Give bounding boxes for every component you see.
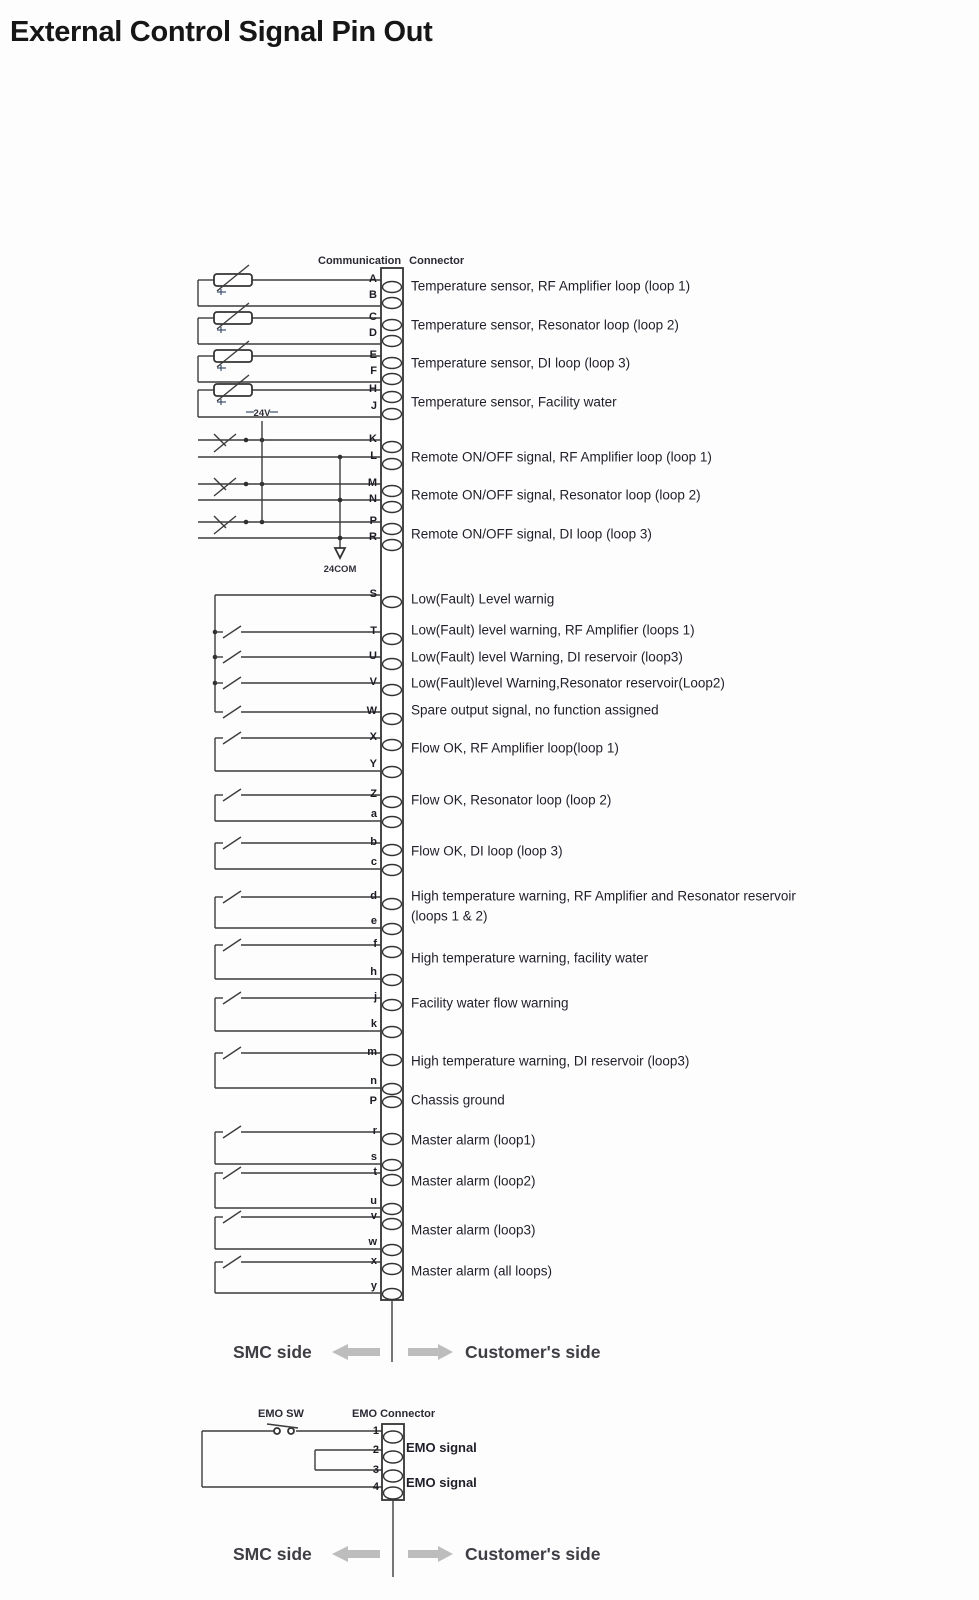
junction-dot: [338, 536, 343, 541]
signal-label: Flow OK, RF Amplifier loop(loop 1): [411, 740, 619, 756]
signal-label: Master alarm (all loops): [411, 1263, 553, 1279]
signal-label: Temperature sensor, Resonator loop (loop 2): [411, 317, 679, 333]
customer-side-arrow-icon: [408, 1344, 453, 1360]
emo-pin-oval: [384, 1431, 403, 1443]
emo-pin-oval: [384, 1451, 403, 1463]
signal-label: Low(Fault) Level warnig: [411, 591, 555, 607]
signal-label: Remote ON/OFF signal, DI loop (loop 3): [411, 526, 652, 542]
down-arrow-icon: [335, 548, 345, 558]
emo-switch-contact: [274, 1428, 280, 1434]
signal-label: Master alarm (loop2): [411, 1173, 536, 1189]
pin-letter: d: [370, 890, 377, 902]
pin-letter: t: [373, 1166, 377, 1178]
pin-oval: [383, 524, 402, 535]
pin-letter: A: [369, 273, 377, 285]
junction-dot: [338, 498, 343, 503]
thermistor-symbol: [214, 274, 252, 286]
pin-oval: [383, 1027, 402, 1038]
pin-oval: [383, 1245, 402, 1256]
pin-oval: [383, 659, 402, 670]
contact-symbol: [223, 626, 241, 638]
signal-label: Temperature sensor, DI loop (loop 3): [411, 355, 631, 371]
pin-oval: [383, 502, 402, 513]
pin-letter: e: [370, 915, 377, 927]
pin-oval: [383, 392, 402, 403]
pin-letter: V: [369, 676, 377, 688]
pin-oval: [383, 767, 402, 778]
pin-letter: P: [369, 515, 377, 527]
contact-symbol: [223, 1167, 241, 1179]
contact-symbol: [223, 651, 241, 663]
pin-oval: [383, 597, 402, 608]
smc-side-arrow-icon: [332, 1546, 380, 1562]
contact-symbol: [223, 992, 241, 1004]
pin-letter: J: [370, 400, 377, 412]
signal-label: High temperature warning, facility water: [411, 950, 649, 966]
pin-oval: [383, 442, 402, 453]
pin-oval: [383, 459, 402, 470]
pin-oval: [383, 797, 402, 808]
pin-letter: W: [366, 705, 377, 717]
pin-oval: [383, 714, 402, 725]
pin-letter: D: [369, 327, 377, 339]
smc-side-arrow-icon: [332, 1344, 380, 1360]
pin-letter: f: [373, 938, 377, 950]
pin-letter: M: [367, 477, 377, 489]
pin-letter: H: [369, 383, 377, 395]
junction-dot: [244, 438, 249, 443]
pin-oval: [383, 975, 402, 986]
pin-letter: N: [369, 493, 377, 505]
signal-label: Low(Fault) level warning, RF Amplifier (loops 1): [411, 622, 695, 638]
communication-connector-label: Communication Connector: [318, 255, 465, 267]
pin-oval: [383, 865, 402, 876]
emo-switch-label: EMO SW: [258, 1408, 304, 1420]
emo-switch-contact: [288, 1428, 294, 1434]
pin-oval: [383, 634, 402, 645]
contact-symbol: [223, 837, 241, 849]
power-24v-label: 24V: [253, 408, 271, 419]
pin-oval: [383, 486, 402, 497]
emo-pin-number: 4: [372, 1481, 379, 1493]
emo-signal-label: EMO signal: [406, 1440, 477, 1455]
pin-oval: [383, 298, 402, 309]
pin-letter: L: [370, 450, 377, 462]
side-label-right-top: Customer's side: [465, 1342, 601, 1362]
pin-oval: [383, 1204, 402, 1215]
pin-letter: C: [369, 311, 377, 323]
thermistor-symbol: [214, 312, 252, 324]
signal-label: Chassis ground: [411, 1092, 505, 1108]
contact-symbol: [223, 1256, 241, 1268]
pin-letter: c: [370, 856, 377, 868]
pin-oval: [383, 320, 402, 331]
pin-letter: Y: [369, 758, 377, 770]
pin-oval: [383, 685, 402, 696]
pin-letter: E: [369, 349, 377, 361]
pin-letter: Z: [370, 788, 377, 800]
thermistor-symbol: [214, 350, 252, 362]
pin-oval: [383, 817, 402, 828]
pin-oval: [383, 1219, 402, 1230]
pin-letter: v: [370, 1210, 377, 1222]
signal-label: Low(Fault) level Warning, DI reservoir (loop3): [411, 649, 683, 665]
pin-letter: a: [370, 808, 377, 820]
signal-label: High temperature warning, DI reservoir (loop3): [411, 1053, 690, 1069]
pin-letter: X: [369, 731, 377, 743]
pin-letter: w: [368, 1236, 377, 1248]
contact-symbol: [223, 1047, 241, 1059]
emo-signal-label: EMO signal: [406, 1475, 477, 1490]
emo-pin-oval: [384, 1487, 403, 1499]
side-label-left-bottom: SMC side: [233, 1544, 312, 1564]
pin-letter: P: [369, 1095, 377, 1107]
pin-letter: x: [370, 1255, 377, 1267]
customer-side-arrow-icon: [408, 1546, 453, 1562]
pin-oval: [383, 1160, 402, 1171]
pin-oval: [383, 740, 402, 751]
signal-label: Remote ON/OFF signal, RF Amplifier loop (loop 1): [411, 449, 712, 465]
thermistor-symbol: [214, 384, 252, 396]
emo-pin-number: 2: [372, 1444, 379, 1456]
contact-symbol: [223, 1126, 241, 1138]
signal-label: Flow OK, DI loop (loop 3): [411, 843, 563, 859]
signal-label: Master alarm (loop1): [411, 1132, 536, 1148]
pin-oval: [383, 540, 402, 551]
contact-symbol: [223, 789, 241, 801]
pin-oval: [383, 1097, 402, 1108]
pin-letter: U: [369, 650, 377, 662]
junction-dot: [244, 482, 249, 487]
contact-symbol: [223, 732, 241, 744]
pin-letter: s: [370, 1151, 377, 1163]
pin-letter: K: [369, 433, 377, 445]
pin-oval: [383, 845, 402, 856]
pin-letter: m: [367, 1046, 377, 1058]
pin-letter: j: [373, 991, 377, 1003]
signal-label: Facility water flow warning: [411, 995, 569, 1011]
signal-label: Master alarm (loop3): [411, 1222, 536, 1238]
contact-symbol: [223, 891, 241, 903]
pin-oval: [383, 1264, 402, 1275]
pin-oval: [383, 1055, 402, 1066]
signal-label: Flow OK, Resonator loop (loop 2): [411, 792, 612, 808]
emo-pin-number: 1: [372, 1425, 379, 1437]
pin-oval: [383, 336, 402, 347]
pin-letter: r: [372, 1125, 377, 1137]
junction-dot: [244, 520, 249, 525]
pin-oval: [383, 374, 402, 385]
emo-switch-blade: [267, 1424, 298, 1428]
signal-label: Spare output signal, no function assigned: [411, 702, 659, 718]
pin-letter: B: [369, 289, 377, 301]
pin-letter: T: [370, 625, 377, 637]
pin-oval: [383, 1084, 402, 1095]
pin-letter: b: [370, 836, 377, 848]
signal-label: Low(Fault)level Warning,Resonator reservoir(Loop2): [411, 675, 725, 691]
pin-letter: k: [370, 1018, 377, 1030]
pin-oval: [383, 924, 402, 935]
signal-label: Remote ON/OFF signal, Resonator loop (loop 2): [411, 487, 701, 503]
side-label-right-bottom: Customer's side: [465, 1544, 601, 1564]
pin-oval: [383, 1000, 402, 1011]
contact-symbol: [223, 706, 241, 718]
pin-oval: [383, 947, 402, 958]
pin-letter: h: [370, 966, 377, 978]
page-title: External Control Signal Pin Out: [10, 16, 433, 48]
emo-pin-number: 3: [372, 1464, 379, 1476]
signal-label: High temperature warning, RF Amplifier and Resonator reservoir: [411, 888, 796, 904]
pin-oval: [383, 409, 402, 420]
contact-symbol: [223, 677, 241, 689]
side-label-left-top: SMC side: [233, 1342, 312, 1362]
pin-letter: S: [369, 588, 377, 600]
pin-oval: [383, 899, 402, 910]
signal-label: Temperature sensor, RF Amplifier loop (loop 1): [411, 278, 691, 294]
pin-letter: F: [370, 365, 377, 377]
pin-oval: [383, 1134, 402, 1145]
pin-letter: R: [369, 531, 377, 543]
contact-symbol: [223, 1211, 241, 1223]
emo-pin-oval: [384, 1470, 403, 1482]
signal-label: (loops 1 & 2): [411, 908, 488, 924]
common-24com-label: 24COM: [323, 564, 357, 575]
pin-oval: [383, 282, 402, 293]
pin-oval: [383, 1289, 402, 1300]
contact-symbol: [223, 939, 241, 951]
pin-letter: u: [370, 1195, 377, 1207]
pin-letter: n: [370, 1075, 377, 1087]
signal-label: Temperature sensor, Facility water: [411, 394, 617, 410]
emo-connector-label: EMO Connector: [352, 1408, 436, 1420]
pin-oval: [383, 358, 402, 369]
pin-letter: y: [370, 1280, 377, 1292]
pin-oval: [383, 1175, 402, 1186]
